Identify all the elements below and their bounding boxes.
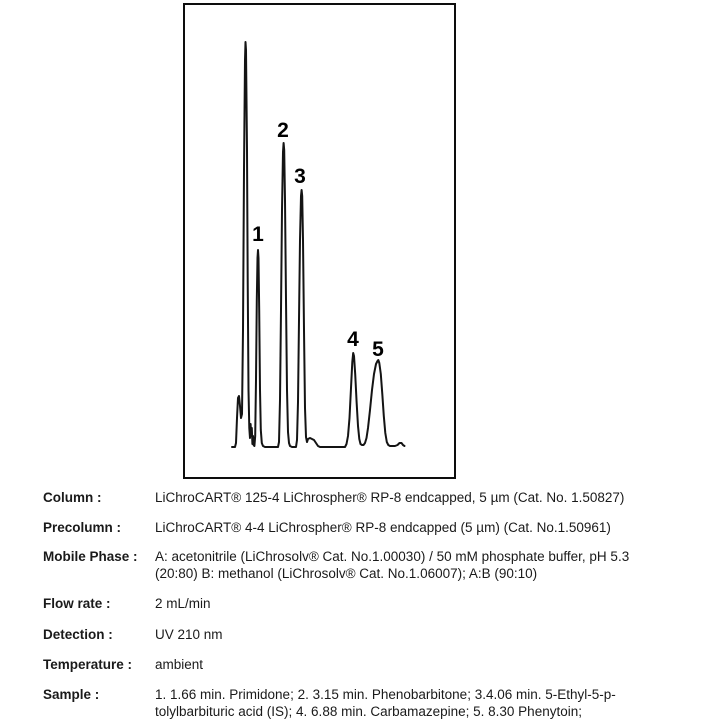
detail-label: Mobile Phase : <box>43 549 138 564</box>
detail-row-detection <box>43 626 695 643</box>
detail-value: 1. 1.66 min. Primidone; 2. 3.15 min. Phenobarbitone; 3.4.06 min. 5-Ethyl-5-p- tolylbarbituric acid (IS); 4. 6.88 min. Carbamazepine; 5. 8.30 Phenytoin; <box>155 687 616 719</box>
detail-label: Sample : <box>43 687 100 702</box>
detail-label: Detection : <box>43 627 113 642</box>
detail-value: LiChroCART® 4-4 LiChrospher® RP-8 endcapped (5 µm) (Cat. No.1.50961) <box>155 520 611 535</box>
detail-value: UV 210 nm <box>155 627 223 642</box>
peak-label-5: 5 <box>372 338 384 361</box>
peak-label-1: 1 <box>252 223 264 246</box>
detail-value: A: acetonitrile (LiChrosolv® Cat. No.1.00030) / 50 mM phosphate buffer, pH 5.3 (20:80) B: methanol (LiChrosolv® Cat. No.1.06007); A:B (90:10) <box>155 549 630 581</box>
detail-label: Temperature : <box>43 657 133 672</box>
detail-value: ambient <box>155 657 204 672</box>
peak-label-2: 2 <box>277 119 289 142</box>
peak-label-4: 4 <box>347 328 359 351</box>
detail-row-temperature <box>43 656 695 673</box>
detail-label: Column : <box>43 490 102 505</box>
detail-row-flow-rate <box>43 595 695 612</box>
detail-row-mobile-phase <box>43 548 695 582</box>
detail-label: Flow rate : <box>43 596 111 611</box>
detail-row-column <box>43 489 695 506</box>
detail-label: Precolumn : <box>43 520 122 535</box>
detail-row-sample <box>43 686 695 720</box>
peak-label-3: 3 <box>294 165 306 188</box>
detail-value: 2 mL/min <box>155 596 211 611</box>
detail-value: LiChroCART® 125-4 LiChrospher® RP-8 endcapped, 5 µm (Cat. No. 1.50827) <box>155 490 625 505</box>
detail-row-precolumn <box>43 519 695 536</box>
